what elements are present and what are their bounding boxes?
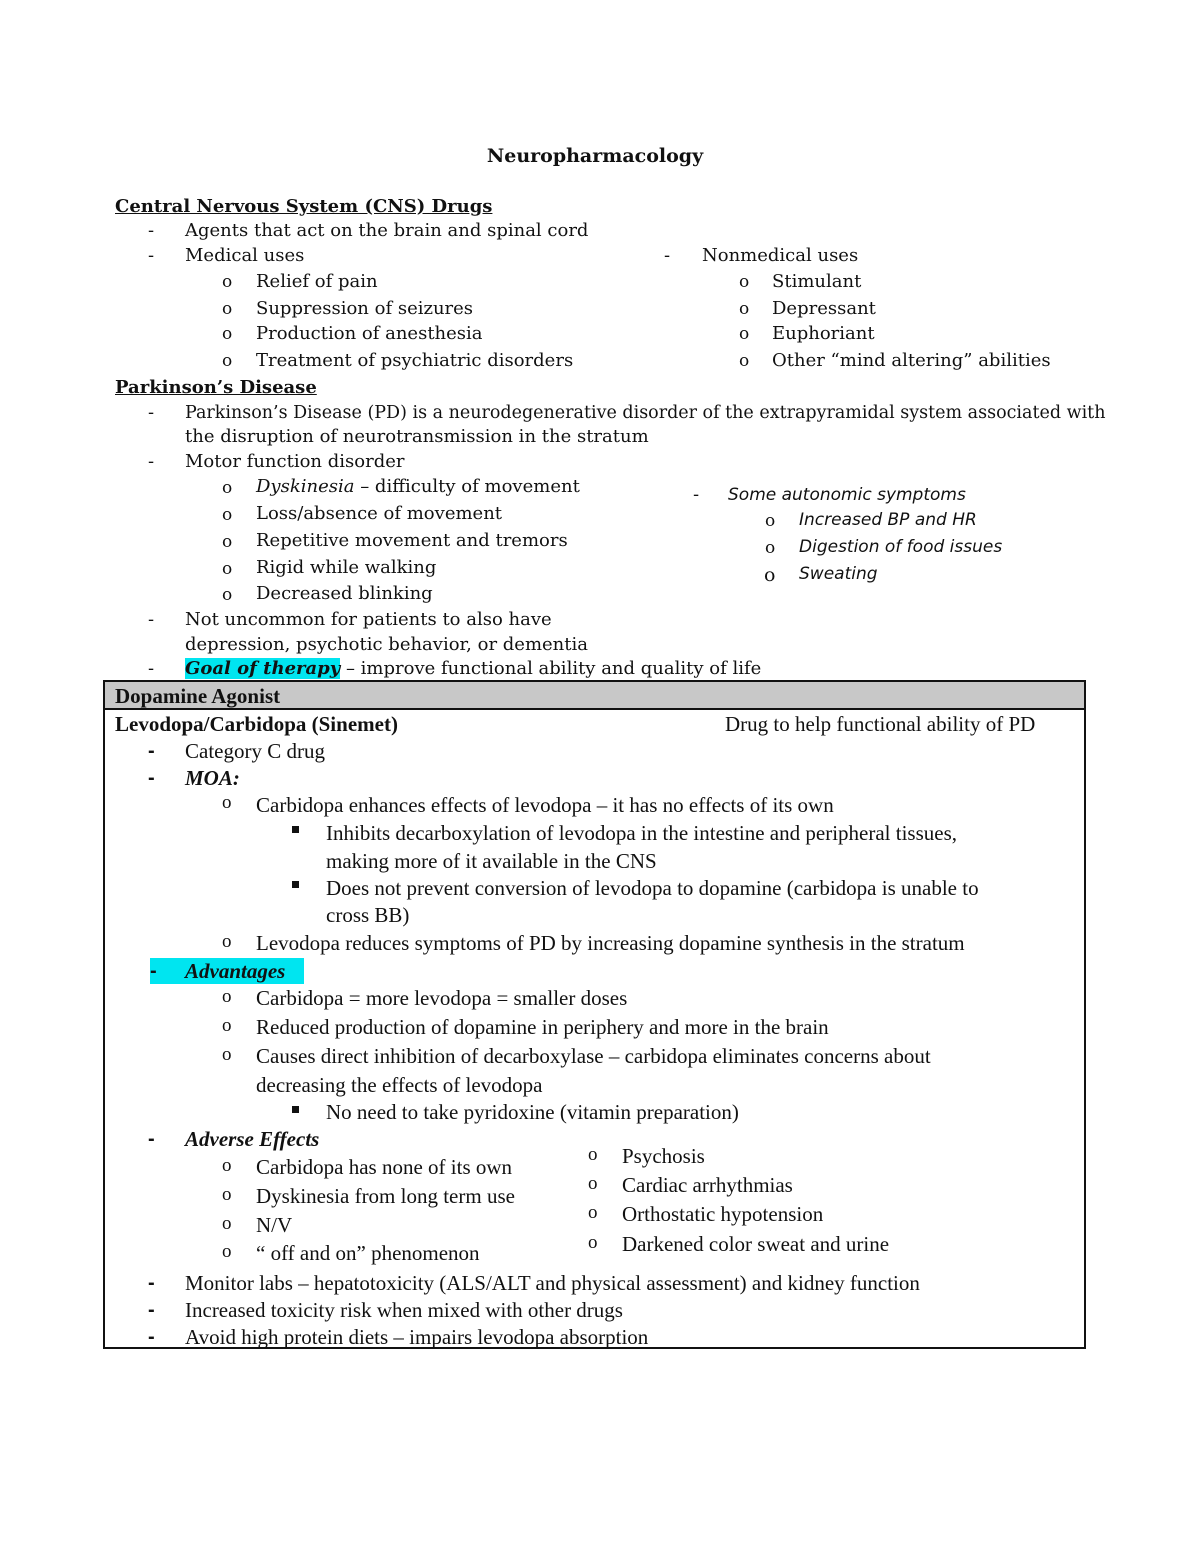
dyskinesia-desc: – difficulty of movement: [354, 476, 580, 497]
moa-label: MOA:: [185, 766, 240, 790]
bullet-circle: o: [765, 538, 776, 558]
bullet-dash: -: [148, 740, 155, 762]
motor-item: Loss/absence of movement: [256, 503, 503, 524]
adverse-effect-item: Carbidopa has none of its own: [256, 1155, 513, 1179]
adverse-effect-item: Darkened color sweat and urine: [622, 1232, 890, 1256]
bullet-circle: o: [222, 1184, 232, 1205]
bullet-square: [292, 881, 299, 888]
moa-item: Carbidopa enhances effects of levodopa – it has no effects of its own: [256, 793, 834, 817]
moa-subitem: Inhibits decarboxylation of levodopa in the intestine and peripheral tissues,: [326, 821, 958, 845]
advantages-label: Advantages: [185, 959, 286, 983]
advantage-item: Carbidopa = more levodopa = smaller doses: [256, 986, 628, 1010]
bullet-dash: -: [148, 402, 155, 423]
bullet-circle: o: [222, 505, 233, 525]
bullet-circle: o: [222, 532, 233, 552]
adverse-effect-item: Orthostatic hypotension: [622, 1202, 824, 1226]
bullet-circle: o: [588, 1173, 598, 1194]
cns-item: Agents that act on the brain and spinal cord: [185, 220, 589, 241]
adverse-effect-item: “ off and on” phenomenon: [256, 1241, 480, 1265]
pd-definition: the disruption of neurotransmission in the stratum: [185, 426, 649, 447]
drug-category: Category C drug: [185, 739, 325, 763]
adverse-effect-item: Psychosis: [622, 1144, 705, 1168]
adverse-effect-item: Cardiac arrhythmias: [622, 1173, 793, 1197]
goal-label: Goal of therapy: [185, 658, 341, 679]
bullet-circle: o: [764, 564, 776, 586]
bullet-circle: o: [222, 299, 233, 319]
bullet-circle: o: [222, 585, 233, 605]
bullet-circle: o: [222, 986, 232, 1007]
bullet-circle: o: [222, 1015, 232, 1036]
pd-heading: Parkinson’s Disease: [115, 377, 317, 398]
cns-heading: Central Nervous System (CNS) Drugs: [115, 196, 493, 217]
autonomic-item: Sweating: [799, 564, 878, 584]
bullet-dash: -: [148, 1128, 155, 1150]
medical-use-item: Suppression of seizures: [256, 298, 474, 319]
bullet-circle: o: [588, 1202, 598, 1223]
bullet-dash: -: [148, 658, 155, 679]
advantage-item: decreasing the effects of levodopa: [256, 1073, 543, 1097]
bullet-dash: -: [148, 609, 155, 630]
bullet-dash: -: [148, 1272, 155, 1294]
advantage-item: Reduced production of dopamine in periphery and more in the brain: [256, 1015, 829, 1039]
motor-label: Motor function disorder: [185, 451, 405, 472]
adverse-effects-label: Adverse Effects: [185, 1127, 320, 1151]
bullet-dash: -: [148, 1326, 155, 1348]
bullet-dash: -: [148, 245, 155, 266]
monitor-labs: Monitor labs – hepatotoxicity (ALS/ALT and physical assessment) and kidney function: [185, 1271, 920, 1295]
motor-item: Decreased blinking: [256, 583, 433, 604]
moa-subitem: cross BB): [326, 903, 410, 927]
bullet-circle: o: [739, 324, 750, 344]
goal-text: – improve functional ability and quality of life: [340, 658, 762, 679]
bullet-square: [292, 826, 299, 833]
bullet-circle: o: [222, 324, 233, 344]
moa-subitem: Does not prevent conversion of levodopa to dopamine (carbidopa is unable to: [326, 876, 979, 900]
bullet-circle: o: [588, 1232, 598, 1253]
dyskinesia-term: Dyskinesia: [256, 476, 355, 497]
bullet-dash: -: [148, 1299, 155, 1321]
bullet-circle: o: [222, 272, 233, 292]
bullet-circle: o: [588, 1144, 598, 1165]
medical-use-item: Treatment of psychiatric disorders: [256, 350, 574, 371]
drug-note: Drug to help functional ability of PD: [725, 712, 1036, 736]
bullet-dash: -: [148, 451, 155, 472]
nonmedical-use-item: Depressant: [772, 298, 876, 319]
bullet-circle: o: [739, 351, 750, 371]
autonomic-item: Digestion of food issues: [799, 537, 1003, 557]
bullet-dash: -: [148, 767, 155, 789]
page-title: Neuropharmacology: [486, 145, 704, 167]
nonmedical-use-item: Other “mind altering” abilities: [772, 350, 1051, 371]
bullet-circle: o: [222, 559, 233, 579]
autonomic-label: Some autonomic symptoms: [728, 485, 966, 505]
motor-item: Repetitive movement and tremors: [256, 530, 568, 551]
moa-subitem: making more of it available in the CNS: [326, 849, 657, 873]
advantage-item: Causes direct inhibition of decarboxylase – carbidopa eliminates concerns about: [256, 1044, 931, 1068]
bullet-dash: -: [150, 960, 157, 982]
bullet-circle: o: [222, 1044, 232, 1065]
motor-item: Rigid while walking: [256, 557, 437, 578]
medical-use-item: Relief of pain: [256, 271, 378, 292]
bullet-circle: o: [222, 931, 232, 952]
bullet-dash: -: [693, 485, 700, 505]
bullet-circle: o: [222, 792, 232, 813]
uncommon-note: Not uncommon for patients to also have: [185, 609, 552, 630]
protein-warning: Avoid high protein diets – impairs levodopa absorption: [185, 1325, 649, 1349]
medical-uses-label: Medical uses: [185, 245, 305, 266]
uncommon-note: depression, psychotic behavior, or dementia: [185, 634, 588, 655]
bullet-circle: o: [739, 272, 750, 292]
adverse-effect-item: N/V: [256, 1213, 293, 1237]
toxicity-risk: Increased toxicity risk when mixed with other drugs: [185, 1298, 623, 1322]
adverse-effect-item: Dyskinesia from long term use: [256, 1184, 515, 1208]
moa-item: Levodopa reduces symptoms of PD by increasing dopamine synthesis in the stratum: [256, 931, 965, 955]
nonmedical-use-item: Euphoriant: [772, 323, 875, 344]
motor-item: [256, 475, 580, 499]
bullet-circle: o: [739, 299, 750, 319]
bullet-circle: o: [222, 1241, 232, 1262]
drug-class-heading: Dopamine Agonist: [115, 684, 281, 708]
bullet-dash: -: [664, 245, 671, 266]
advantage-subitem: No need to take pyridoxine (vitamin preparation): [326, 1100, 739, 1124]
drug-name: Levodopa/Carbidopa (Sinemet): [115, 712, 398, 736]
nonmedical-uses-label: Nonmedical uses: [702, 245, 859, 266]
autonomic-item: Increased BP and HR: [799, 510, 977, 530]
bullet-square: [292, 1106, 299, 1113]
bullet-circle: o: [222, 1213, 232, 1234]
bullet-circle: o: [765, 511, 776, 531]
nonmedical-use-item: Stimulant: [772, 271, 862, 292]
bullet-circle: o: [222, 351, 233, 371]
goal-line: [185, 657, 761, 681]
bullet-circle: o: [222, 478, 233, 498]
bullet-circle: o: [222, 1155, 232, 1176]
pd-definition: Parkinson’s Disease (PD) is a neurodegenerative disorder of the extrapyramidal system associated with: [185, 403, 1106, 423]
medical-use-item: Production of anesthesia: [256, 323, 483, 344]
bullet-dash: -: [148, 220, 155, 241]
